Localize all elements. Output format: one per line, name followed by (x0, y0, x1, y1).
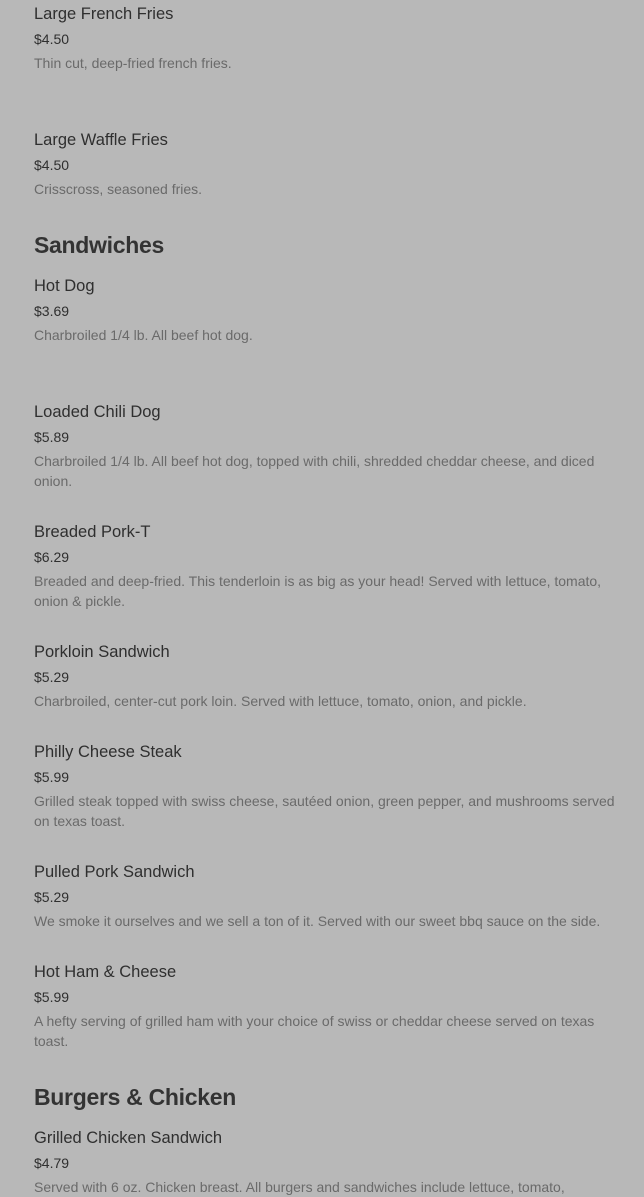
menu-item-description: Charbroiled 1/4 lb. All beef hot dog. (34, 327, 253, 343)
menu-item[interactable] (34, 1128, 618, 1197)
menu-item-name: Breaded Pork-T (34, 523, 151, 541)
menu-item[interactable] (34, 276, 618, 345)
menu-item[interactable] (34, 862, 618, 931)
menu-item-name: Pulled Pork Sandwich (34, 863, 195, 881)
menu-item-description: Breaded and deep-fried. This tenderloin is as big as your head! Served with lettuce, tomato, onion & pickle. (34, 573, 602, 609)
menu-item-name: Porkloin Sandwich (34, 643, 170, 661)
menu-item-name: Grilled Chicken Sandwich (34, 1129, 223, 1147)
menu-item[interactable] (34, 742, 618, 831)
menu-item-price: $4.79 (34, 1155, 70, 1171)
menu-item-name: Large French Fries (34, 5, 174, 23)
section-title-sandwiches: Sandwiches (34, 232, 164, 258)
menu-item-price: $5.29 (34, 889, 70, 905)
menu-item[interactable] (34, 130, 618, 199)
section-title-burgers-chicken: Burgers & Chicken (34, 1084, 236, 1110)
menu-item[interactable] (34, 402, 618, 491)
menu-item-name: Hot Dog (34, 277, 95, 295)
menu-item-description: Charbroiled, center-cut pork loin. Served with lettuce, tomato, onion, and pickle. (34, 693, 527, 709)
menu-item-description: Served with 6 oz. Chicken breast. All burgers and sandwiches include lettuce, tomato, (34, 1179, 565, 1195)
menu-item-name: Philly Cheese Steak (34, 743, 182, 761)
menu-item-description: We smoke it ourselves and we sell a ton of it. Served with our sweet bbq sauce on the side. (34, 913, 601, 929)
menu-item[interactable] (34, 522, 618, 611)
menu-item-price: $3.69 (34, 303, 70, 319)
menu-item-price: $5.99 (34, 769, 70, 785)
menu-item[interactable] (34, 642, 618, 711)
menu-item-description: Crisscross, seasoned fries. (34, 181, 203, 197)
menu-item[interactable] (34, 962, 618, 1051)
menu-item-name: Hot Ham & Cheese (34, 963, 177, 981)
menu-item-name: Large Waffle Fries (34, 131, 168, 149)
menu-item-price: $4.50 (34, 31, 70, 47)
menu-item-name: Loaded Chili Dog (34, 403, 161, 421)
menu-item[interactable] (34, 4, 618, 73)
menu-item-price: $5.89 (34, 429, 70, 445)
menu-item-description: Thin cut, deep-fried french fries. (34, 55, 232, 71)
menu-item-price: $5.99 (34, 989, 70, 1005)
menu-item-description: A hefty serving of grilled ham with your choice of swiss or cheddar cheese served on texas toast. (34, 1013, 595, 1049)
menu-item-description: Charbroiled 1/4 lb. All beef hot dog, topped with chili, shredded cheddar cheese, and diced onion. (34, 453, 595, 489)
menu-item-price: $4.50 (34, 157, 70, 173)
menu-item-description: Grilled steak topped with swiss cheese, sautéed onion, green pepper, and mushrooms served on texas toast. (34, 793, 615, 829)
menu-item-price: $6.29 (34, 549, 70, 565)
menu-item-price: $5.29 (34, 669, 70, 685)
